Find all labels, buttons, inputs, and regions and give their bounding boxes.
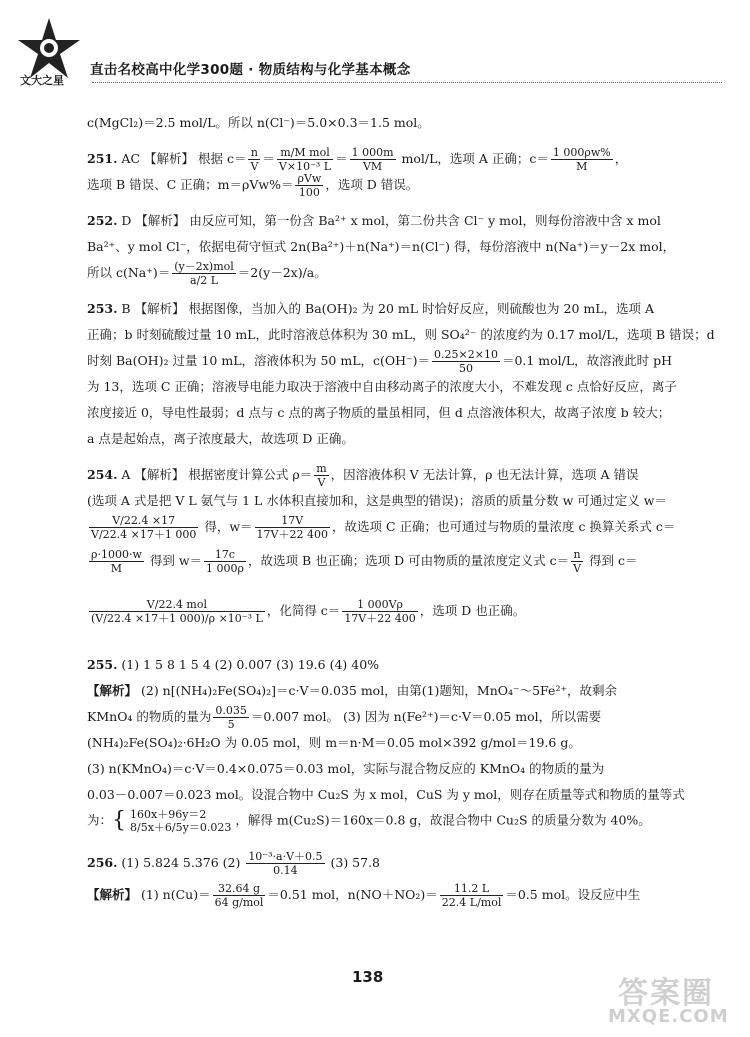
- answer-253: 253. B 【解析】 根据图像，当加入的 Ba(OH)₂ 为 20 mL 时恰好反应，则硫酸也为 20 mL，选项 A: [87, 301, 655, 316]
- fraction: $\frac{1 000\rho w\%}{M}$: [552, 146, 611, 173]
- fraction: $\frac{17V}{17V+22 400}$: [256, 514, 328, 541]
- header-divider: [92, 82, 722, 83]
- running-title: 直击名校高中化学300题 · 物质结构与化学基本概念: [90, 62, 411, 78]
- question-number: 256.: [87, 855, 118, 870]
- fraction: $\frac{\text{10⁻³·a·V＋0.5}}{0.14}$: [248, 850, 323, 877]
- fraction: $\frac{m}{V}$: [316, 462, 327, 489]
- watermark-bottom: MXQE.COM: [608, 1006, 729, 1027]
- brand-name: 文大之星: [20, 74, 64, 87]
- question-number: 251.: [87, 151, 118, 166]
- text-line: 正确；b 时刻硫酸过量 10 mL，此时溶液总体积为 30 mL，则 SO₄²⁻ 的浓度约为 0.17 mol/L，选项 B 错误；d: [87, 327, 715, 342]
- text-line: KMnO₄ 的物质的量为 $\frac{0.035}{5}$ ＝0.007 mol。 (3) 因为 n(Fe²⁺)＝c·V＝0.05 mol，所以需要: [87, 704, 602, 731]
- fraction: $\frac{\text{(y－2x)mol}}{a/2 L}$: [174, 260, 234, 287]
- fraction: $\frac{n}{V}$: [573, 548, 582, 575]
- text-line: $\frac{V/22.4 \times 17}{V/22.4 \times 17+1 000}$ 得，w＝ $\frac{17V}{17V+22 400}$ ，故选项 C 正确；也可通过与物质的量浓度 c 换算关系式 c＝: [91, 514, 676, 541]
- text-line: 时刻 Ba(OH)₂ 过量 10 mL，溶液体积为 50 mL，c(OH⁻)＝ $\frac{0.25\times 2\times 10}{50}$ ＝0.1 mol/L，故溶液此时 pH: [87, 348, 673, 375]
- answer-251: 251. AC 【解析】 根据 c＝ $\frac{n}{V}$ ＝ $\frac{\text{m/M mol}}{\text{V×10⁻³ L}}$ ＝ $\frac{1 000m}{VM}$ mol/L，选项 A 正确；c＝ $\frac{1 000\rho w\%}{M}$ ，: [87, 146, 628, 173]
- text-line: a 点是起始点，离子浓度最大，故选项 D 正确。: [87, 431, 354, 446]
- fraction: $\frac{\text{ρVw}}{100}$: [297, 172, 322, 199]
- text-line: (3) n(KMnO₄)＝c·V＝0.4×0.075＝0.03 mol，实际与混合物反应的 KMnO₄ 的物质的量为: [87, 761, 605, 776]
- text-line: Ba²⁺、y mol Cl⁻，依据电荷守恒式 2n(Ba²⁺)＋n(Na⁺)＝n(Cl⁻) 得，每份溶液中 n(Na⁺)＝y－2x mol，: [87, 239, 676, 254]
- fraction: $\frac{1 000m}{VM}$: [351, 146, 394, 173]
- fraction: $\frac{n}{V}$: [250, 146, 259, 173]
- question-number: 254.: [87, 467, 118, 482]
- text-line: 【解析】 (1) n(Cu)＝ $\frac{32.64 g}{\text{64 g/mol}}$ ＝0.51 mol，n(NO＋NO₂)＝ $\frac{11.2 L}{\text{22.4 L/mol}}$ ＝0.5 mol。设反应中生: [87, 882, 641, 909]
- question-number: 253.: [87, 301, 118, 316]
- text-run: AC 【解析】 根据 c＝: [117, 151, 247, 166]
- text-line: $\frac{\text{V/22.4 mol}}{\text{(V/22.4 ×17＋1 000)/ρ ×10⁻³ L}}$ ，化简得 c＝ $\frac{1 000V\rho}{17V+22 400}$ ，选项 D 也正确。: [91, 598, 526, 625]
- fraction: $\frac{V/22.4 \times 17}{V/22.4 \times 17+1 000}$: [91, 514, 197, 541]
- text-line: 选项 B 错误、C 正确；m＝ρVw%＝ $\frac{\text{ρVw}}{100}$ ，选项 D 错误。: [87, 172, 419, 199]
- fraction: $\frac{17c}{1 000\rho}$: [206, 548, 244, 575]
- answer-256: 256. (1) 5.824 5.376 (2) $\frac{\text{10⁻³·a·V＋0.5}}{0.14}$ (3) 57.8: [87, 850, 381, 877]
- answer-content: [87, 110, 715, 914]
- text-line: 【解析】 (2) n[(NH₄)₂Fe(SO₄)₂]＝c·V＝0.035 mol，由第(1)题知，MnO₄⁻～5Fe²⁺，故剩余: [87, 683, 618, 698]
- text-line: 0.03－0.007＝0.023 mol。设混合物中 Cu₂S 为 x mol，CuS 为 y mol，则存在质量等式和物质的量等式: [87, 787, 685, 802]
- fraction: $\frac{0.035}{5}$: [215, 704, 247, 731]
- text-line: 为 13，选项 C 正确；溶液导电能力取决于溶液中自由移动离子的浓度大小，不难发现 c 点恰好反应，离子: [87, 379, 677, 394]
- answer-254: 254. A 【解析】 根据密度计算公式 ρ＝ $\frac{m}{V}$ ，因溶液体积 V 无法计算，ρ 也无法计算，选项 A 错误: [87, 462, 639, 489]
- text-line: $\frac{\rho\cdot 1000\cdot w}{M}$ 得到 w＝ $\frac{17c}{1 000\rho}$ ，故选项 B 也正确；选项 D 可由物质的量浓度定义式 c＝ $\frac{n}{V}$ 得到 c＝: [91, 548, 638, 575]
- fraction: $\frac{\text{V/22.4 mol}}{\text{(V/22.4 ×17＋1 000)/ρ ×10⁻³ L}}$: [91, 598, 263, 625]
- text-line: 浓度接近 0，导电性最弱；d 点与 c 点的离子物质的量虽相同，但 d 点溶液体积大，故离子浓度 b 较大；: [87, 405, 671, 420]
- watermark: [608, 968, 738, 1028]
- fraction: $\frac{\text{m/M mol}}{\text{V×10⁻³ L}}$: [278, 146, 332, 173]
- text-line: (选项 A 式是把 V L 氨气与 1 L 水体积直接加和，这是典型的错误)；溶质的质量分数 w 可通过定义 w＝: [87, 493, 667, 508]
- page-number: 138: [352, 968, 384, 986]
- fraction: $\frac{1 000V\rho}{17V+22 400}$: [344, 598, 416, 625]
- answer-252: 252. D 【解析】 由反应可知，第一份含 Ba²⁺ x mol，第二份共含 Cl⁻ y mol，则每份溶液中含 x mol: [87, 213, 661, 228]
- text-line: c(MgCl₂)＝2.5 mol/L。所以 n(Cl⁻)＝5.0×0.3＝1.5 mol。: [87, 115, 430, 130]
- fraction: $\frac{\rho\cdot 1000\cdot w}{M}$: [91, 548, 142, 575]
- text-line: 所以 c(Na⁺)＝ $\frac{\text{(y－2x)mol}}{a/2 L}$ ＝2(y－2x)/a。: [87, 260, 327, 287]
- text-line: (NH₄)₂Fe(SO₄)₂·6H₂O 为 0.05 mol，则 m＝n·M＝0.05 mol×392 g/mol＝19.6 g。: [87, 735, 581, 750]
- watermark-top: 答案圈: [618, 976, 714, 1011]
- page-header: [0, 0, 750, 96]
- question-number: 252.: [87, 213, 118, 228]
- fraction: $\frac{0.25\times 2\times 10}{50}$: [434, 348, 498, 375]
- fraction: $\frac{11.2 L}{\text{22.4 L/mol}}$: [441, 882, 502, 909]
- answer-255: 255. (1) 1 5 8 1 5 4 (2) 0.007 (3) 19.6 (4) 40%: [87, 657, 380, 672]
- question-number: 255.: [87, 657, 118, 672]
- fraction: $\frac{32.64 g}{\text{64 g/mol}}$: [214, 882, 264, 909]
- equation-system: 为：{ 160x＋96y＝2 8/5x＋6/5y＝0.023 ，解得 m(Cu₂S)＝160x＝0.8 g，故混合物中 Cu₂S 的质量分数为 40%。: [87, 808, 651, 834]
